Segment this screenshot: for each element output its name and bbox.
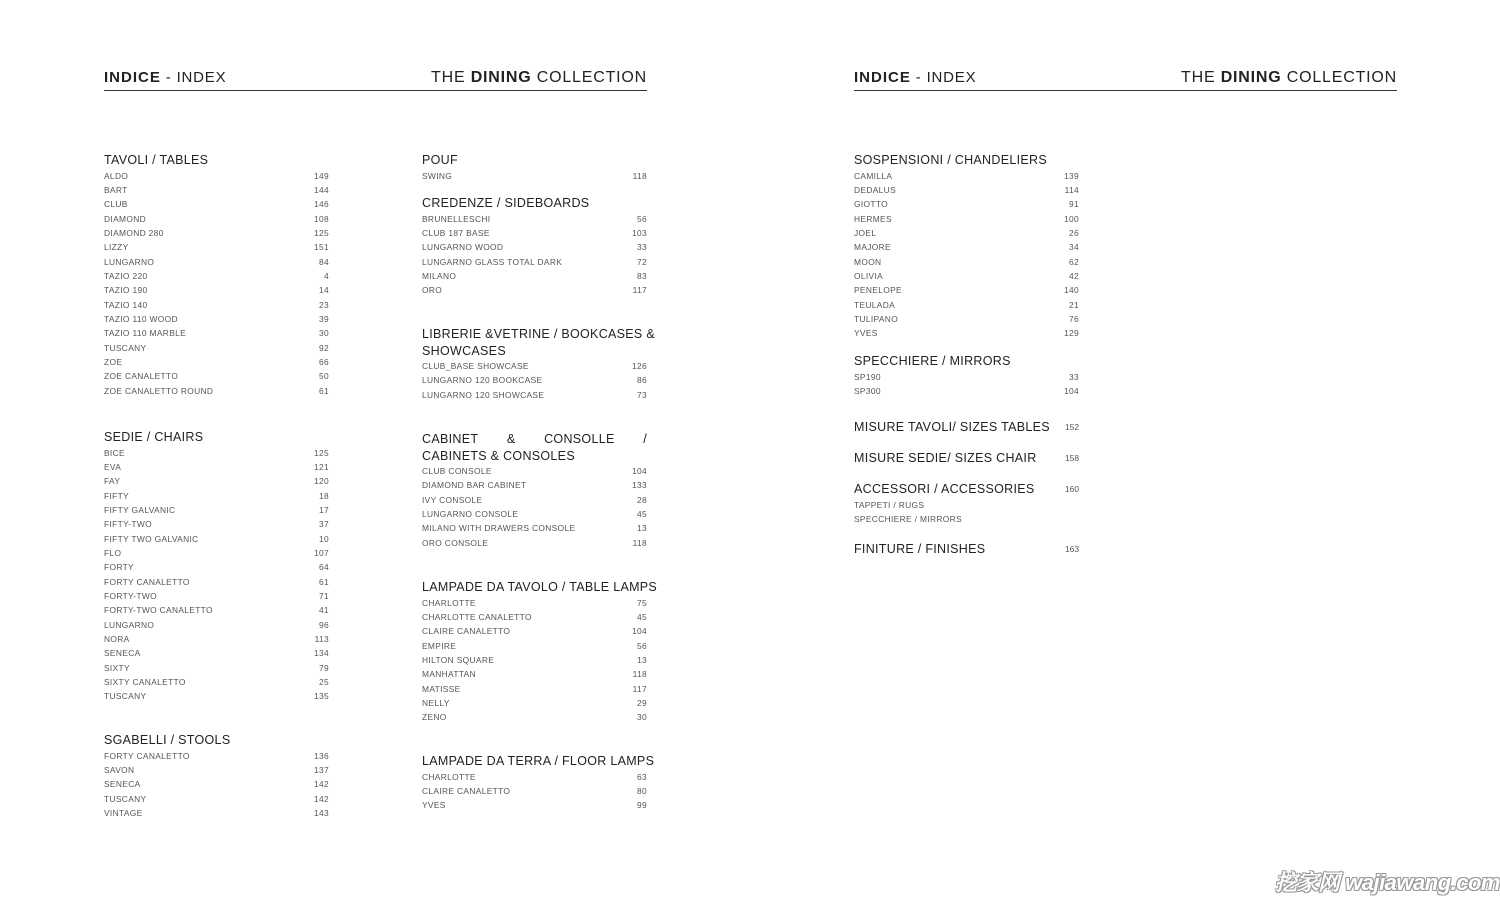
page-number: 129 — [1063, 328, 1079, 339]
index-entry — [104, 546, 329, 560]
index-entry — [854, 384, 1079, 398]
page-number: 33 — [1068, 371, 1079, 382]
page-number: 104 — [1063, 385, 1079, 396]
entry-name: ORO CONSOLE — [422, 537, 489, 548]
index-entry — [104, 255, 329, 269]
page-number: 34 — [1068, 242, 1079, 253]
index-entry — [422, 507, 647, 521]
index-entry — [422, 169, 647, 183]
entry-name: ZOE — [104, 356, 123, 367]
page-number: 143 — [313, 807, 329, 818]
page-number: 92 — [318, 342, 329, 353]
item-list — [422, 464, 647, 550]
entry-name: CHARLOTTE — [422, 771, 476, 782]
collection-title: THE DINING COLLECTION — [1181, 69, 1397, 86]
page-number: 25 — [318, 677, 329, 687]
entry-name: SP190 — [854, 371, 881, 382]
page-number: 26 — [1068, 227, 1079, 238]
entry-name: TAZIO 220 — [104, 270, 148, 281]
index-entry — [422, 596, 647, 610]
index-entry — [104, 763, 329, 777]
entry-name: FORTY-TWO CANALETTO — [104, 605, 213, 616]
section-accessori — [854, 480, 1079, 527]
section-title: SOSPENSIONI / CHANDELIERS — [854, 153, 1047, 167]
item-list — [422, 596, 647, 725]
index-entry — [422, 710, 647, 724]
entry-name: CLAIRE CANALETTO — [422, 785, 511, 796]
page-number: 125 — [313, 227, 329, 238]
entry-name: OLIVIA — [854, 270, 884, 281]
index-entry — [104, 489, 329, 503]
index-entry — [104, 575, 329, 589]
entry-name: CAMILLA — [854, 170, 893, 181]
entry-name: LUNGARNO — [104, 619, 155, 630]
page-number: 113 — [314, 633, 329, 644]
index-entry — [104, 589, 329, 603]
entry-name: FORTY CANALETTO — [104, 576, 190, 587]
page-number: 99 — [636, 800, 647, 811]
page-number: 41 — [318, 605, 329, 616]
section-title-line1: LIBRERIE &VETRINE / BOOKCASES & — [422, 327, 655, 341]
section-specchiere — [854, 353, 1079, 398]
page-number: 64 — [318, 562, 329, 573]
entry-name: BART — [104, 184, 128, 195]
index-entry — [104, 212, 329, 226]
index-entry — [854, 269, 1079, 283]
entry-name: ZOE CANALETTO — [104, 371, 179, 382]
page-number: 151 — [313, 242, 329, 253]
section-sospensioni — [854, 152, 1079, 341]
index-entry — [854, 370, 1079, 384]
page-number: 149 — [313, 170, 329, 181]
section-title: SEDIE / CHAIRS — [104, 430, 204, 444]
entry-name: TUSCANY — [104, 691, 147, 702]
index-entry — [104, 806, 329, 820]
index-entry — [104, 503, 329, 517]
page-number: 104 — [631, 466, 647, 476]
index-entry — [422, 283, 647, 297]
entry-name: LUNGARNO — [104, 256, 155, 267]
page-number: 117 — [632, 683, 647, 694]
index-entry — [422, 536, 647, 550]
page-number: 96 — [318, 619, 329, 630]
sub-item: TAPPETI / RUGS — [854, 500, 925, 510]
section-misure-tavoli — [854, 418, 1079, 436]
entry-name: HILTON SQUARE — [422, 654, 495, 665]
page-number: 75 — [636, 597, 647, 608]
index-entry — [104, 269, 329, 283]
entry-name: LUNGARNO 120 SHOWCASE — [422, 389, 545, 400]
page-number: 120 — [313, 476, 329, 487]
page-number: 4 — [323, 270, 329, 281]
entry-name: MILANO WITH DRAWERS CONSOLE — [422, 523, 576, 534]
page-number: 118 — [632, 170, 647, 181]
page-number: 158 — [1065, 453, 1079, 463]
entry-name: MILANO — [422, 270, 457, 281]
page-number: 56 — [636, 213, 647, 224]
page-number: 13 — [636, 523, 647, 534]
index-entry — [422, 624, 647, 638]
section-cabinet — [422, 431, 647, 550]
page-number: 135 — [313, 691, 329, 702]
entry-name: SENECA — [104, 648, 141, 659]
entry-name: LUNGARNO WOOD — [422, 242, 504, 253]
entry-name: VINTAGE — [104, 807, 143, 818]
index-entry — [104, 369, 329, 383]
page-number: 30 — [636, 712, 647, 723]
item-list — [422, 212, 647, 298]
index-entry — [422, 226, 647, 240]
page-number: 126 — [631, 361, 647, 371]
index-entry — [104, 183, 329, 197]
index-entry — [854, 169, 1079, 183]
section-title: SPECCHIERE / MIRRORS — [854, 354, 1011, 368]
section-sgabelli — [104, 732, 329, 820]
entry-name: TULIPANO — [854, 313, 899, 324]
page-number: 137 — [313, 764, 329, 775]
section-sedie — [104, 429, 329, 704]
page-number: 37 — [318, 519, 329, 530]
page-number: 42 — [1068, 270, 1079, 281]
page-number: 152 — [1065, 422, 1079, 432]
entry-name: ZOE CANALETTO ROUND — [104, 385, 214, 396]
page-number: 45 — [636, 611, 647, 622]
page-number: 23 — [318, 299, 329, 310]
section-lampade-tavolo — [422, 579, 658, 725]
index-entry — [854, 212, 1079, 226]
page-number: 73 — [636, 389, 647, 400]
page-number: 114 — [1064, 184, 1079, 195]
collection-title: THE DINING COLLECTION — [431, 69, 647, 86]
entry-name: FIFTY-TWO — [104, 519, 152, 530]
entry-name: FAY — [104, 476, 121, 487]
index-entry — [104, 675, 329, 689]
page-header-right — [854, 69, 1397, 91]
page-number: 17 — [318, 504, 329, 515]
index-entry — [422, 667, 647, 681]
entry-name: DIAMOND 280 — [104, 227, 164, 238]
sub-item: SPECCHIERE / MIRRORS — [854, 514, 962, 525]
entry-name: MOON — [854, 256, 882, 267]
entry-name: SWING — [422, 170, 453, 181]
index-entry — [104, 792, 329, 806]
index-entry — [422, 373, 647, 387]
page-number: 72 — [636, 256, 647, 267]
index-entry — [422, 770, 647, 784]
entry-name: PENELOPE — [854, 285, 902, 296]
page-number: 13 — [636, 654, 647, 665]
page-number: 91 — [1068, 199, 1079, 210]
entry-name: CHARLOTTE — [422, 597, 476, 608]
page-number: 144 — [313, 184, 329, 195]
index-entry — [104, 661, 329, 675]
index-entry — [104, 384, 329, 398]
entry-name: DIAMOND BAR CABINET — [422, 480, 527, 491]
page-number: 125 — [313, 447, 329, 458]
entry-name: DEDALUS — [854, 184, 897, 195]
page-number: 107 — [313, 547, 329, 558]
entry-name: LUNGARNO GLASS TOTAL DARK — [422, 256, 563, 267]
entry-name: LIZZY — [104, 242, 129, 253]
page-number: 103 — [631, 227, 647, 238]
index-entry — [104, 460, 329, 474]
page-number: 104 — [631, 626, 647, 637]
page-number: 10 — [318, 533, 329, 544]
page-number: 18 — [318, 490, 329, 501]
section-lampade-terra — [422, 753, 655, 813]
item-list — [104, 749, 329, 821]
index-entry — [104, 355, 329, 369]
page-header-left — [104, 69, 647, 91]
section-pouf — [422, 152, 647, 183]
section-tavoli — [104, 152, 329, 398]
section-title: ACCESSORI / ACCESSORIES — [854, 482, 1035, 496]
entry-name: ORO — [422, 285, 443, 296]
entry-name: IVY CONSOLE — [422, 494, 483, 505]
page-number: 39 — [318, 313, 329, 324]
index-entry — [104, 341, 329, 355]
item-list — [854, 169, 1079, 341]
watermark: 挖家网 wajiawang.com — [1275, 870, 1500, 895]
index-entry — [854, 312, 1079, 326]
index-entry — [422, 696, 647, 710]
entry-name: TAZIO 110 MARBLE — [104, 328, 187, 339]
index-entry — [104, 226, 329, 240]
section-title: TAVOLI / TABLES — [104, 153, 209, 167]
page-number: 21 — [1068, 299, 1079, 310]
entry-name: SIXTY CANALETTO — [104, 677, 186, 687]
page-number: 133 — [631, 480, 647, 491]
index-entry — [104, 749, 329, 763]
section-title: MISURE TAVOLI/ SIZES TABLES — [854, 420, 1050, 434]
entry-name: SP300 — [854, 385, 881, 396]
page-number: 142 — [313, 793, 329, 804]
index-entry — [104, 197, 329, 211]
entry-name: TEULADA — [854, 299, 896, 310]
page-number: 80 — [636, 785, 647, 796]
item-list — [854, 370, 1079, 399]
index-entry — [104, 517, 329, 531]
index-entry — [422, 212, 647, 226]
page-number: 45 — [636, 509, 647, 520]
page-number: 50 — [318, 371, 329, 382]
index-entry — [104, 603, 329, 617]
entry-name: FIFTY GALVANIC — [104, 504, 176, 515]
index-entry — [104, 689, 329, 703]
index-entry — [104, 618, 329, 632]
index-entry — [104, 240, 329, 254]
page-number: 28 — [636, 494, 647, 505]
section-title-line1: CABINET & CONSOLLE / — [422, 432, 647, 446]
index-entry — [104, 326, 329, 340]
index-entry — [422, 359, 647, 373]
page-number: 84 — [318, 256, 329, 267]
index-entry — [422, 240, 647, 254]
page-number: 66 — [318, 356, 329, 367]
entry-name: LUNGARNO 120 BOOKCASE — [422, 375, 543, 386]
page-number: 79 — [318, 662, 329, 673]
index-entry — [422, 255, 647, 269]
section-title: FINITURE / FINISHES — [854, 542, 986, 556]
index-entry — [422, 682, 647, 696]
entry-name: JOEL — [854, 227, 877, 238]
page-number: 30 — [318, 328, 329, 339]
page-number: 33 — [636, 242, 647, 253]
entry-name: SENECA — [104, 779, 141, 790]
entry-name: CLUB 187 BASE — [422, 227, 490, 238]
entry-name: YVES — [854, 328, 878, 339]
page-number: 163 — [1065, 544, 1079, 554]
entry-name: FORTY-TWO — [104, 590, 157, 601]
index-entry — [104, 532, 329, 546]
entry-name: SIXTY — [104, 662, 130, 673]
page-number: 134 — [313, 648, 329, 659]
entry-name: EMPIRE — [422, 640, 457, 651]
index-entry — [422, 653, 647, 667]
entry-name: MATISSE — [422, 683, 461, 694]
page-number: 14 — [318, 285, 329, 296]
section-title: LAMPADE DA TAVOLO / TABLE LAMPS — [422, 580, 658, 594]
page-number: 139 — [1063, 170, 1079, 181]
entry-name: FORTY — [104, 562, 134, 573]
index-entry — [104, 777, 329, 791]
entry-name: TUSCANY — [104, 342, 147, 353]
index-entry — [104, 446, 329, 460]
index-entry — [422, 464, 647, 478]
section-title-line2: SHOWCASES — [422, 343, 506, 358]
page-number: 118 — [632, 537, 647, 548]
item-list — [422, 169, 647, 183]
entry-name: LUNGARNO CONSOLE — [422, 509, 519, 520]
entry-name: ALDO — [104, 170, 129, 181]
index-entry — [854, 298, 1079, 312]
index-entry — [422, 269, 647, 283]
entry-name: TUSCANY — [104, 793, 147, 804]
item-list — [104, 446, 329, 704]
index-entry — [104, 312, 329, 326]
section-finiture — [854, 540, 1079, 558]
index-entry — [854, 226, 1079, 240]
index-entry — [104, 298, 329, 312]
page-number: 140 — [1063, 285, 1079, 296]
index-entry — [854, 326, 1079, 340]
page-number: 136 — [313, 750, 329, 761]
page-number: 61 — [318, 576, 329, 587]
page-number: 118 — [632, 669, 647, 680]
index-entry — [422, 388, 647, 402]
index-heading: INDICE - INDEX — [104, 69, 227, 86]
entry-name: GIOTTO — [854, 199, 889, 210]
page-number: 160 — [1065, 484, 1079, 494]
page-number: 62 — [1068, 256, 1079, 267]
index-heading: INDICE - INDEX — [854, 69, 977, 86]
entry-name: BICE — [104, 447, 125, 458]
entry-name: CLUB — [104, 199, 128, 210]
index-entry — [422, 478, 647, 492]
page-number: 56 — [636, 640, 647, 651]
page-number: 29 — [636, 697, 647, 708]
entry-name: FIFTY TWO GALVANIC — [104, 533, 199, 544]
entry-name: DIAMOND — [104, 213, 146, 224]
entry-name: FORTY CANALETTO — [104, 750, 190, 761]
entry-name: MAJORE — [854, 242, 891, 253]
section-title: MISURE SEDIE/ SIZES CHAIR — [854, 451, 1037, 465]
item-list — [422, 359, 647, 402]
index-entry — [422, 610, 647, 624]
entry-name: CLUB CONSOLE — [422, 466, 492, 476]
page-number: 121 — [313, 461, 329, 472]
entry-name: NORA — [104, 633, 130, 644]
page-number: 117 — [632, 285, 647, 296]
index-entry — [104, 632, 329, 646]
entry-name: TAZIO 110 WOOD — [104, 313, 178, 324]
entry-name: FIFTY — [104, 490, 130, 501]
section-title: POUF — [422, 153, 458, 167]
entry-name: SAVON — [104, 764, 135, 775]
index-entry — [422, 639, 647, 653]
page-number: 76 — [1068, 313, 1079, 324]
index-entry — [854, 283, 1079, 297]
page-number: 142 — [313, 779, 329, 790]
entry-name: YVES — [422, 800, 446, 811]
page-number: 108 — [313, 213, 329, 224]
index-entry — [104, 169, 329, 183]
page-number: 61 — [318, 385, 329, 396]
entry-name: BRUNELLESCHI — [422, 213, 491, 224]
entry-name: TAZIO 190 — [104, 285, 148, 296]
section-misure-sedie — [854, 449, 1079, 467]
section-title: SGABELLI / STOOLS — [104, 733, 231, 747]
section-librerie — [422, 326, 655, 402]
index-entry — [104, 283, 329, 297]
entry-name: EVA — [104, 461, 122, 472]
entry-name: NELLY — [422, 697, 450, 708]
index-entry — [422, 784, 647, 798]
item-list — [422, 770, 647, 813]
entry-name: CLAIRE CANALETTO — [422, 626, 511, 637]
index-entry — [854, 183, 1079, 197]
entry-name: HERMES — [854, 213, 892, 224]
section-title-line2: CABINETS & CONSOLES — [422, 448, 575, 463]
page-number: 86 — [636, 375, 647, 386]
entry-name: CLUB_BASE SHOWCASE — [422, 361, 529, 371]
index-entry — [422, 493, 647, 507]
entry-name: ZENO — [422, 712, 447, 723]
page-number: 83 — [636, 270, 647, 281]
index-entry — [854, 197, 1079, 211]
page-number: 146 — [313, 199, 329, 210]
page-number: 71 — [318, 590, 329, 601]
entry-name: FLO — [104, 547, 122, 558]
index-entry — [422, 521, 647, 535]
page-number: 63 — [636, 771, 647, 782]
section-credenze — [422, 195, 647, 298]
entry-name: MANHATTAN — [422, 669, 477, 680]
index-entry — [104, 560, 329, 574]
entry-name: CHARLOTTE CANALETTO — [422, 611, 532, 622]
index-entry — [104, 646, 329, 660]
index-entry — [854, 240, 1079, 254]
index-entry — [104, 474, 329, 488]
section-title: LAMPADE DA TERRA / FLOOR LAMPS — [422, 754, 655, 768]
entry-name: TAZIO 140 — [104, 299, 148, 310]
index-entry — [854, 255, 1079, 269]
index-entry — [422, 798, 647, 812]
section-title: CREDENZE / SIDEBOARDS — [422, 196, 590, 210]
page-number: 100 — [1063, 213, 1079, 224]
item-list — [104, 169, 329, 399]
